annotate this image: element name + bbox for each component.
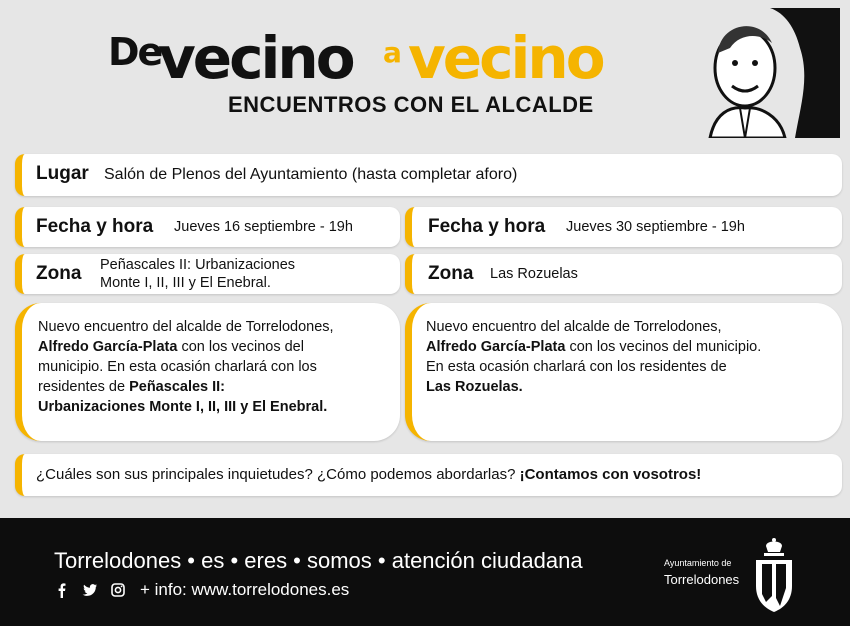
title-de: De (108, 30, 162, 74)
zone-name-right: Las Rozuelas. (426, 379, 523, 395)
council-shield-icon (752, 536, 796, 614)
question-bold: ¡Contamos con vosotros! (519, 466, 702, 483)
mayor-name-left: Alfredo García-Plata (38, 339, 178, 355)
desc-left-line4: residentes de (38, 379, 130, 395)
council-label-line2: Torrelodones (664, 572, 740, 587)
desc-left-line2: con los vecinos del (177, 339, 304, 355)
place-box (15, 154, 842, 196)
subtitle: ENCUENTROS CON EL ALCALDE (228, 92, 594, 117)
date-box-left (15, 207, 400, 247)
desc-right-line3: En esta ocasión charlará con los residentes de (426, 359, 727, 375)
zone-value-left (100, 256, 295, 292)
zone-label-right: Zona (428, 263, 474, 284)
question-text (36, 466, 701, 483)
title-a: a (383, 36, 402, 69)
mayor-name-right: Alfredo García-Plata (426, 339, 566, 355)
footer-slogan: Torrelodones • es • eres • somos • atención ciudadana (54, 548, 583, 573)
social-row (54, 580, 349, 600)
desc-left-line1: Nuevo encuentro del alcalde de Torrelodones, (38, 319, 334, 335)
place-label: Lugar (36, 163, 89, 184)
description-left (38, 317, 334, 417)
zone-name-left: Peñascales II: (129, 379, 226, 395)
zone-value-left-line1: Peñascales II: Urbanizaciones (100, 257, 296, 273)
date-box-right (405, 207, 842, 247)
date-label-right: Fecha y hora (428, 216, 546, 237)
facebook-icon[interactable] (54, 582, 70, 598)
desc-right-line2: con los vecinos del municipio. (565, 339, 762, 355)
description-right (426, 317, 761, 397)
date-label-left: Fecha y hora (36, 216, 154, 237)
header (0, 0, 850, 150)
desc-right-line1: Nuevo encuentro del alcalde de Torrelodones, (426, 319, 722, 335)
date-value-left: Jueves 16 septiembre - 19h (174, 219, 353, 235)
mayor-portrait-icon (700, 8, 840, 138)
zone-value-left-line2: Monte I, II, III y El Enebral. (100, 275, 271, 291)
description-box-right (405, 303, 842, 441)
footer (0, 518, 850, 626)
zone-box-right (405, 254, 842, 294)
question-box (15, 454, 842, 496)
campaign-title (108, 22, 648, 92)
desc-left-line3: municipio. En esta ocasión charlará con los (38, 359, 317, 375)
website-link[interactable]: + info: www.torrelodones.es (140, 580, 350, 599)
place-value: Salón de Plenos del Ayuntamiento (hasta completar aforo) (104, 166, 518, 183)
council-label-line1: Ayuntamiento de (664, 558, 732, 568)
instagram-icon[interactable] (110, 582, 126, 598)
zone-value-right: Las Rozuelas (490, 266, 578, 282)
title-vecino-black: vecino (158, 24, 353, 92)
title-vecino-yellow: vecino (408, 24, 603, 92)
twitter-icon[interactable] (82, 582, 98, 598)
zone-name-left-cont: Urbanizaciones Monte I, II, III y El Enebral. (38, 399, 328, 415)
question-plain: ¿Cuáles son sus principales inquietudes? ¿Cómo podemos abordarlas? (36, 466, 520, 483)
description-box-left (15, 303, 400, 441)
zone-label-left: Zona (36, 263, 82, 284)
date-value-right: Jueves 30 septiembre - 19h (566, 219, 745, 235)
zone-box-left (15, 254, 400, 294)
